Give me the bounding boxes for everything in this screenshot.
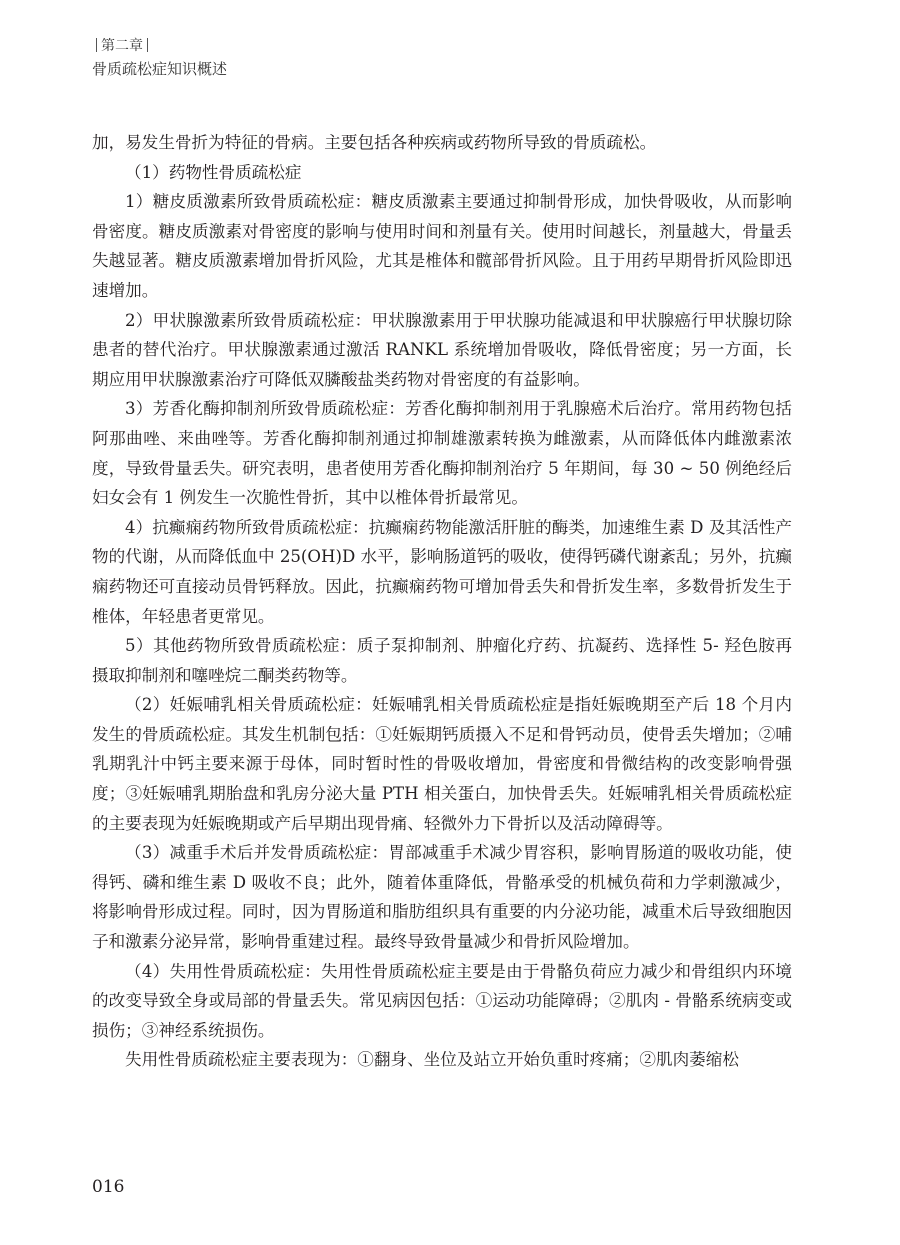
paragraph-glucocorticoid: 1）糖皮质激素所致骨质疏松症：糖皮质激素主要通过抑制骨形成，加快骨吸收，从而影响骨密度。糖皮质激素对骨密度的影响与使用时间和剂量有关。使用时间越长，剂量越大，骨量丢失越显著。糖皮质激素增加骨折风险，尤其是椎体和髋部骨折风险。且于用药早期骨折风险即迅速增加。 <box>92 192 792 300</box>
paragraph-disuse-symptoms: 失用性骨质疏松症主要表现为：①翻身、坐位及站立开始负重时疼痛；②肌肉萎缩松 <box>125 1050 739 1070</box>
paragraph-continuation: 加，易发生骨折为特征的骨病。主要包括各种疾病或药物所导致的骨质疏松。 <box>92 133 657 152</box>
paragraph-disuse: （4）失用性骨质疏松症：失用性骨质疏松症主要是由于骨骼负荷应力减少和骨组织内环境的改变导致全身或局部的骨量丢失。常见病因包括：①运动功能障碍；②肌肉 - 骨骼系统病变或损伤；③神经系统损伤。 <box>92 961 792 1040</box>
paragraph-pregnancy-lactation: （2）妊娠哺乳相关骨质疏松症：妊娠哺乳相关骨质疏松症是指妊娠晚期至产后 18 个月内发生的骨质疏松症。其发生机制包括：①妊娠期钙质摄入不足和骨钙动员，使骨丢失增加；②哺乳期乳汁中钙主要来源于母体，同时暂时性的骨吸收增加，骨密度和骨微结构的改变影响骨强度；③妊娠哺乳期胎盘和乳房分泌大量 PTH 相关蛋白，加快骨丢失。妊娠哺乳相关骨质疏松症的主要表现为妊娠晚期或产后早期出现骨痛、轻微外力下骨折以及活动障碍等。 <box>92 695 792 833</box>
paragraph-thyroid-hormone: 2）甲状腺激素所致骨质疏松症：甲状腺激素用于甲状腺功能减退和甲状腺癌行甲状腺切除患者的替代治疗。甲状腺激素通过激活 RANKL 系统增加骨吸收，降低骨密度；另一方面，长期应用甲状腺激素治疗可降低双膦酸盐类药物对骨密度的有益影响。 <box>92 310 792 389</box>
running-title: 骨质疏松症知识概述 <box>92 60 228 78</box>
heading-drug-induced: （1）药物性骨质疏松症 <box>125 162 302 182</box>
paragraph-other-drugs: 5）其他药物所致骨质疏松症：质子泵抑制剂、肿瘤化疗药、抗凝药、选择性 5- 羟色胺再摄取抑制剂和噻唑烷二酮类药物等。 <box>92 636 792 685</box>
paragraph-aromatase-inhibitor: 3）芳香化酶抑制剂所致骨质疏松症：芳香化酶抑制剂用于乳腺癌术后治疗。常用药物包括阿那曲唑、来曲唑等。芳香化酶抑制剂通过抑制雄激素转换为雌激素，从而降低体内雌激素浓度，导致骨量丢失。研究表明，患者使用芳香化酶抑制剂治疗 5 年期间，每 30 ~ 50 例绝经后妇女会有 1 例发生一次脆性骨折，其中以椎体骨折最常见。 <box>92 399 792 508</box>
chapter-bar-right <box>147 38 148 52</box>
body-text <box>92 128 792 1075</box>
running-header <box>92 36 227 80</box>
paragraph-bariatric-surgery: （3）减重手术后并发骨质疏松症：胃部减重手术减少胃容积，影响胃肠道的吸收功能，使得钙、磷和维生素 D 吸收不良；此外，随着体重降低，骨骼承受的机械负荷和力学刺激减少，将影响骨形成过程。同时，因为胃肠道和脂肪组织具有重要的内分泌功能，减重术后导致细胞因子和激素分泌异常，影响骨重建过程。最终导致骨量减少和骨折风险增加。 <box>92 843 792 952</box>
chapter-bar-left <box>96 38 97 52</box>
page-number: 016 <box>92 1177 125 1197</box>
chapter-text: 第二章 <box>101 38 143 54</box>
paragraph-antiepileptic: 4）抗癫痫药物所致骨质疏松症：抗癫痫药物能激活肝脏的酶类，加速维生素 D 及其活性产物的代谢，从而降低血中 25(OH)D 水平，影响肠道钙的吸收，使得钙磷代谢紊乱；另外，抗癫痫药物还可直接动员骨钙释放。因此，抗癫痫药物可增加骨丢失和骨折发生率，多数骨折发生于椎体，年轻患者更常见。 <box>92 517 792 626</box>
chapter-label <box>92 36 227 56</box>
